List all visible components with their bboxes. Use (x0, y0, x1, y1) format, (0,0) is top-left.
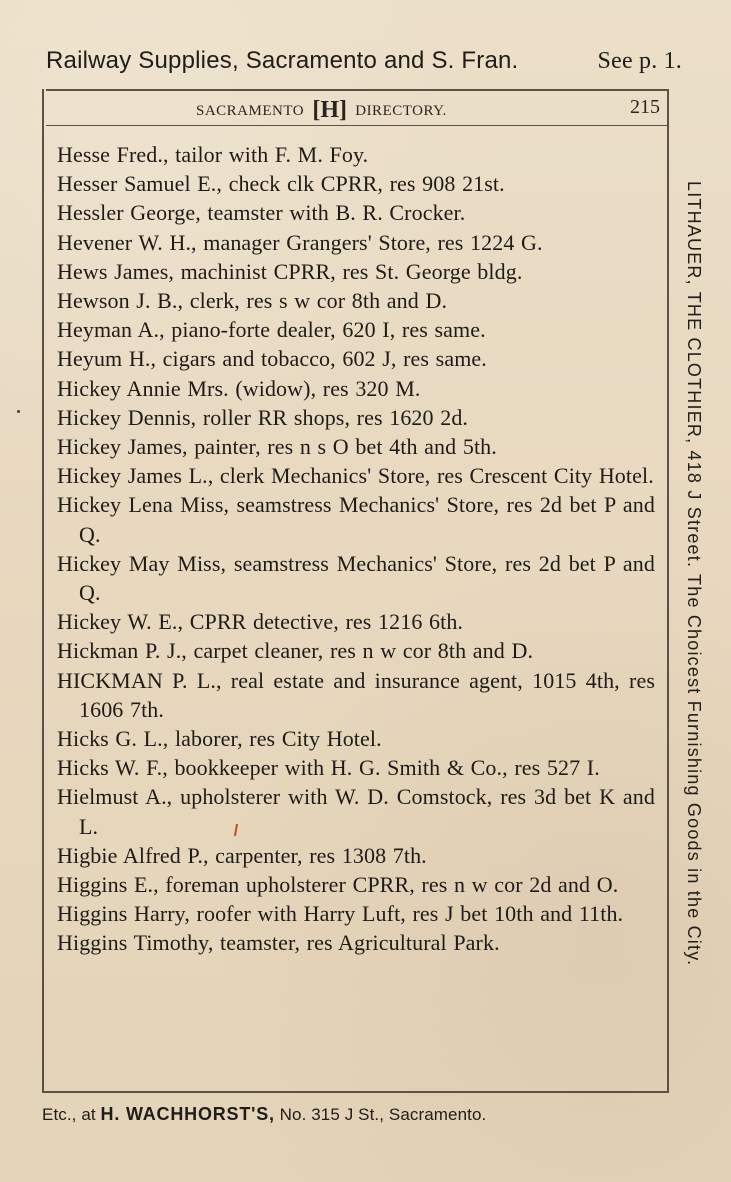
directory-header-city: SACRAMENTO (196, 103, 305, 119)
directory-entry: Hickey James L., clerk Mechanics' Store, res Crescent City Hotel. (57, 463, 654, 489)
directory-entry: Hicks G. L., laborer, res City Hotel. (57, 726, 382, 752)
directory-entry: Hickey May Miss, seamstress Mechanics' Store, res 2d bet P and Q. (57, 550, 655, 606)
directory-entry: Higbie Alfred P., carpenter, res 1308 7th. (57, 842, 427, 868)
directory-entries (57, 140, 655, 958)
directory-entry: Hevener W. H., manager Grangers' Store, res 1224 G. (57, 229, 543, 255)
directory-entry: Hickey Dennis, roller RR shops, res 1620 2d. (57, 404, 469, 430)
footer-advertisement (42, 1104, 662, 1125)
footer-advertisement-suffix: No. 315 J St., Sacramento. (279, 1105, 487, 1124)
footer-advertisement-prefix: Etc., at (42, 1105, 96, 1124)
directory-entry: Heyum H., cigars and tobacco, 602 J, res same. (57, 346, 487, 372)
footer-advertisement-brand: H. WACHHORST'S, (100, 1104, 275, 1124)
directory-entry: Hessler George, teamster with B. R. Crocker. (57, 200, 466, 226)
directory-entry: Hickey James, painter, res n s O bet 4th and 5th. (57, 434, 497, 460)
directory-entry: Hews James, machinist CPRR, res St. George bldg. (57, 258, 523, 284)
directory-entry: Hielmust A., upholsterer with W. D. Comstock, res 3d bet K and L. (57, 784, 655, 839)
directory-header-title: DIRECTORY. (355, 103, 447, 119)
directory-entry: Hickey Annie Mrs. (widow), res 320 M. (57, 375, 421, 401)
side-advertisement: LITHAUER, THE CLOTHIER, 418 J Street. The Choicest Furnishing Goods in the City. (684, 181, 704, 967)
top-advertisement-right: See p. 1. (597, 48, 682, 74)
directory-entry: Higgins E., foreman upholsterer CPRR, res n w cor 2d and O. (57, 872, 619, 898)
directory-entry: Hewson J. B., clerk, res s w cor 8th and D. (57, 288, 448, 314)
directory-entry: Higgins Harry, roofer with Harry Luft, res J bet 10th and 11th. (57, 901, 624, 927)
directory-entry: Heyman A., piano-forte dealer, 620 I, res same. (57, 317, 486, 343)
top-advertisement (46, 49, 682, 73)
directory-entry: Hicks W. F., bookkeeper with H. G. Smith & Co., res 527 I. (57, 755, 600, 781)
directory-entry: Hesse Fred., tailor with F. M. Foy. (57, 142, 369, 167)
page-number: 215 (630, 96, 660, 118)
directory-entry: Hickey W. E., CPRR detective, res 1216 6th. (57, 609, 464, 635)
directory-entry: Hesser Samuel E., check clk CPRR, res 908 21st. (57, 171, 505, 197)
directory-header (196, 97, 447, 124)
top-advertisement-left: Railway Supplies, Sacramento and S. Fran. (46, 47, 519, 74)
directory-entry: Hickman P. J., carpet cleaner, res n w cor 8th and D. (57, 638, 534, 664)
directory-entry: Hickey Lena Miss, seamstress Mechanics' Store, res 2d bet P and Q. (57, 492, 655, 547)
directory-letter-marker: [H] (312, 97, 347, 123)
page-blemish (17, 410, 20, 413)
directory-entry: HICKMAN P. L., real estate and insurance agent, 1015 4th, res 1606 7th. (57, 667, 655, 722)
directory-entry: Higgins Timothy, teamster, res Agricultural Park. (57, 930, 500, 956)
